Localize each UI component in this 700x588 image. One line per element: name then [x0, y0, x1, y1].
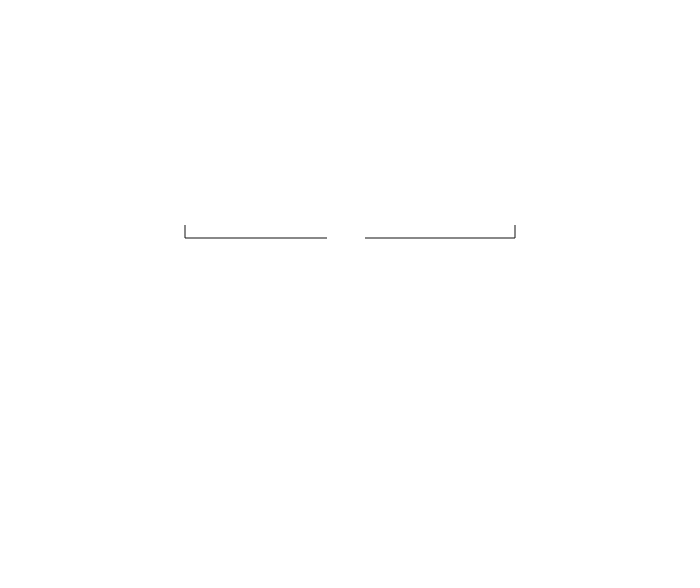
knitting-chart — [0, 0, 700, 250]
pattern-repeat-bracket — [185, 225, 515, 238]
